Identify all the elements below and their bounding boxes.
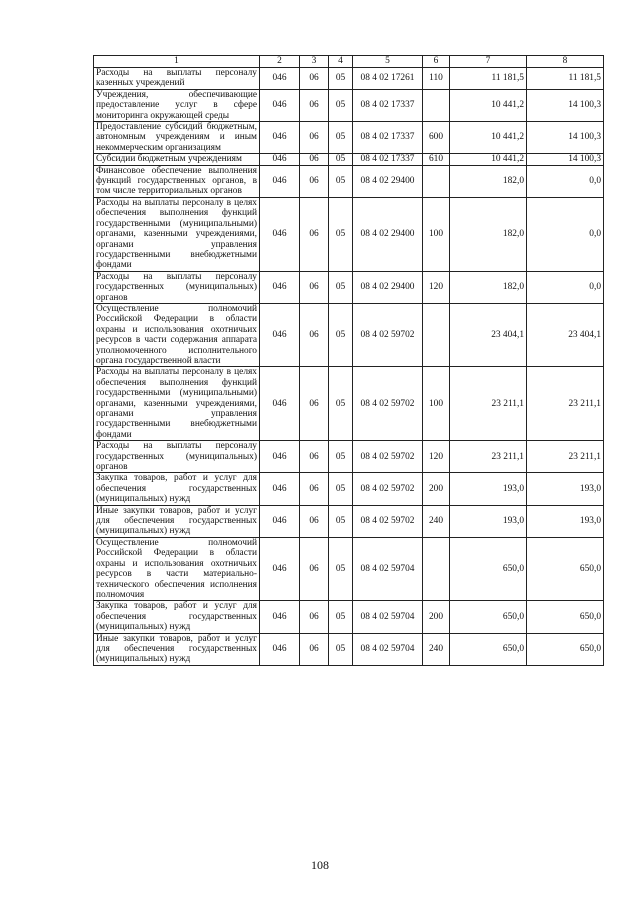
row-amount-1-cell: 10 441,2 (450, 89, 527, 121)
row-name-cell: Расходы на выплаты персоналу в целях обеспечения выполнения функций государственными (муниципальными) органами, казенными учреждениями, органами управления государственными внебюджетными фондами (94, 197, 260, 271)
row-name-cell: Иные закупки товаров, работ и услуг для обеспечения государственных (муниципальных) нужд (94, 505, 260, 537)
row-expense-type-cell (423, 89, 450, 121)
row-amount-1-cell: 650,0 (450, 537, 527, 600)
table-row (94, 367, 604, 441)
row-target-code-cell: 08 4 02 17261 (353, 68, 423, 90)
page-number: 108 (311, 858, 329, 872)
row-ministry-cell: 046 (260, 303, 300, 366)
row-subsection-cell: 05 (329, 197, 353, 271)
row-section-cell: 06 (300, 441, 329, 473)
row-section-cell: 06 (300, 197, 329, 271)
header-row (94, 56, 604, 68)
row-name-cell: Закупка товаров, работ и услуг для обеспечения государственных (муниципальных) нужд (94, 601, 260, 633)
row-amount-1-cell: 182,0 (450, 271, 527, 303)
row-name-cell: Расходы на выплаты персоналу государственных (муниципальных) органов (94, 271, 260, 303)
row-expense-type-cell: 100 (423, 197, 450, 271)
row-amount-1-cell: 23 211,1 (450, 367, 527, 441)
row-expense-type-cell: 100 (423, 367, 450, 441)
header-col-1: 1 (94, 56, 260, 68)
row-expense-type-cell: 110 (423, 68, 450, 90)
row-subsection-cell: 05 (329, 367, 353, 441)
row-expense-type-cell: 200 (423, 473, 450, 505)
row-ministry-cell: 046 (260, 154, 300, 165)
row-ministry-cell: 046 (260, 165, 300, 197)
header-col-8: 8 (527, 56, 604, 68)
row-expense-type-cell: 240 (423, 505, 450, 537)
row-section-cell: 06 (300, 154, 329, 165)
table-row (94, 154, 604, 165)
row-name-cell: Осуществление полномочий Российской Федерации в области охраны и использования охотничьих ресурсов в части содержания аппарата уполномоченного исполнительного органа государственной власти (94, 303, 260, 366)
row-section-cell: 06 (300, 271, 329, 303)
row-subsection-cell: 05 (329, 68, 353, 90)
row-subsection-cell: 05 (329, 303, 353, 366)
row-amount-2-cell: 193,0 (527, 473, 604, 505)
row-target-code-cell: 08 4 02 59704 (353, 601, 423, 633)
row-ministry-cell: 046 (260, 505, 300, 537)
row-amount-2-cell: 23 211,1 (527, 441, 604, 473)
row-amount-2-cell: 23 404,1 (527, 303, 604, 366)
row-subsection-cell: 05 (329, 505, 353, 537)
row-amount-1-cell: 10 441,2 (450, 154, 527, 165)
header-col-4: 4 (329, 56, 353, 68)
row-name-cell: Иные закупки товаров, работ и услуг для обеспечения государственных (муниципальных) нужд (94, 633, 260, 665)
row-section-cell: 06 (300, 165, 329, 197)
header-col-3: 3 (300, 56, 329, 68)
table-body (94, 68, 604, 666)
row-amount-2-cell: 193,0 (527, 505, 604, 537)
row-ministry-cell: 046 (260, 441, 300, 473)
row-subsection-cell: 05 (329, 473, 353, 505)
table-row (94, 505, 604, 537)
row-name-cell: Предоставление субсидий бюджетным, автономным учреждениям и иным некоммерческим организациям (94, 122, 260, 154)
table-row (94, 165, 604, 197)
row-ministry-cell: 046 (260, 197, 300, 271)
table-row (94, 537, 604, 600)
row-name-cell: Субсидии бюджетным учреждениям (94, 154, 260, 165)
row-amount-1-cell: 182,0 (450, 197, 527, 271)
row-amount-1-cell: 10 441,2 (450, 122, 527, 154)
row-subsection-cell: 05 (329, 271, 353, 303)
row-subsection-cell: 05 (329, 441, 353, 473)
row-amount-2-cell: 14 100,3 (527, 89, 604, 121)
table-row (94, 303, 604, 366)
row-target-code-cell: 08 4 02 59702 (353, 441, 423, 473)
row-subsection-cell: 05 (329, 89, 353, 121)
row-expense-type-cell: 200 (423, 601, 450, 633)
table-row (94, 89, 604, 121)
table-row (94, 197, 604, 271)
row-amount-1-cell: 193,0 (450, 505, 527, 537)
table-row (94, 633, 604, 665)
row-amount-2-cell: 0,0 (527, 197, 604, 271)
row-expense-type-cell (423, 537, 450, 600)
row-ministry-cell: 046 (260, 367, 300, 441)
row-subsection-cell: 05 (329, 633, 353, 665)
row-name-cell: Осуществление полномочий Российской Федерации в области охраны и использования охотничьих ресурсов в части материально-технического обеспечения исполнения полномочия (94, 537, 260, 600)
row-subsection-cell: 05 (329, 601, 353, 633)
row-section-cell: 06 (300, 89, 329, 121)
row-name-cell: Расходы на выплаты персоналу казенных учреждений (94, 68, 260, 90)
row-section-cell: 06 (300, 122, 329, 154)
header-col-6: 6 (423, 56, 450, 68)
row-expense-type-cell: 600 (423, 122, 450, 154)
row-section-cell: 06 (300, 537, 329, 600)
row-target-code-cell: 08 4 02 29400 (353, 165, 423, 197)
row-expense-type-cell: 240 (423, 633, 450, 665)
row-amount-2-cell: 650,0 (527, 601, 604, 633)
row-section-cell: 06 (300, 473, 329, 505)
budget-table (93, 55, 604, 666)
row-amount-2-cell: 0,0 (527, 271, 604, 303)
row-section-cell: 06 (300, 303, 329, 366)
row-amount-2-cell: 23 211,1 (527, 367, 604, 441)
table-row (94, 271, 604, 303)
row-target-code-cell: 08 4 02 17337 (353, 154, 423, 165)
row-subsection-cell: 05 (329, 154, 353, 165)
row-target-code-cell: 08 4 02 29400 (353, 197, 423, 271)
header-col-2: 2 (260, 56, 300, 68)
row-name-cell: Финансовое обеспечение выполнения функций государственных органов, в том числе территориальных органов (94, 165, 260, 197)
row-section-cell: 06 (300, 367, 329, 441)
row-expense-type-cell (423, 165, 450, 197)
row-subsection-cell: 05 (329, 122, 353, 154)
row-target-code-cell: 08 4 02 59704 (353, 537, 423, 600)
table-row (94, 122, 604, 154)
table-row (94, 441, 604, 473)
row-target-code-cell: 08 4 02 17337 (353, 89, 423, 121)
row-amount-1-cell: 23 404,1 (450, 303, 527, 366)
row-section-cell: 06 (300, 601, 329, 633)
row-ministry-cell: 046 (260, 68, 300, 90)
row-expense-type-cell (423, 303, 450, 366)
row-amount-1-cell: 23 211,1 (450, 441, 527, 473)
row-expense-type-cell: 120 (423, 441, 450, 473)
row-target-code-cell: 08 4 02 17337 (353, 122, 423, 154)
row-amount-1-cell: 650,0 (450, 601, 527, 633)
row-amount-1-cell: 182,0 (450, 165, 527, 197)
row-name-cell: Расходы на выплаты персоналу в целях обеспечения выполнения функций государственными (муниципальными) органами, казенными учреждениями, органами управления государственными внебюджетными фондами (94, 367, 260, 441)
table-row (94, 601, 604, 633)
row-section-cell: 06 (300, 633, 329, 665)
header-col-5: 5 (353, 56, 423, 68)
row-target-code-cell: 08 4 02 59702 (353, 505, 423, 537)
row-amount-2-cell: 650,0 (527, 537, 604, 600)
row-name-cell: Расходы на выплаты персоналу государственных (муниципальных) органов (94, 441, 260, 473)
row-amount-2-cell: 0,0 (527, 165, 604, 197)
row-amount-1-cell: 193,0 (450, 473, 527, 505)
header-col-7: 7 (450, 56, 527, 68)
row-ministry-cell: 046 (260, 633, 300, 665)
row-ministry-cell: 046 (260, 271, 300, 303)
row-name-cell: Учреждения, обеспечивающие предоставление услуг в сфере мониторинга окружающей среды (94, 89, 260, 121)
row-target-code-cell: 08 4 02 59702 (353, 367, 423, 441)
row-target-code-cell: 08 4 02 59702 (353, 473, 423, 505)
row-name-cell: Закупка товаров, работ и услуг для обеспечения государственных (муниципальных) нужд (94, 473, 260, 505)
row-ministry-cell: 046 (260, 473, 300, 505)
row-amount-1-cell: 11 181,5 (450, 68, 527, 90)
row-expense-type-cell: 610 (423, 154, 450, 165)
row-amount-1-cell: 650,0 (450, 633, 527, 665)
row-target-code-cell: 08 4 02 59704 (353, 633, 423, 665)
row-ministry-cell: 046 (260, 601, 300, 633)
row-ministry-cell: 046 (260, 537, 300, 600)
row-subsection-cell: 05 (329, 537, 353, 600)
row-target-code-cell: 08 4 02 29400 (353, 271, 423, 303)
row-subsection-cell: 05 (329, 165, 353, 197)
row-amount-2-cell: 11 181,5 (527, 68, 604, 90)
row-amount-2-cell: 14 100,3 (527, 122, 604, 154)
row-target-code-cell: 08 4 02 59702 (353, 303, 423, 366)
row-amount-2-cell: 650,0 (527, 633, 604, 665)
row-ministry-cell: 046 (260, 122, 300, 154)
row-ministry-cell: 046 (260, 89, 300, 121)
row-section-cell: 06 (300, 505, 329, 537)
table-row (94, 473, 604, 505)
table-row (94, 68, 604, 90)
row-amount-2-cell: 14 100,3 (527, 154, 604, 165)
row-section-cell: 06 (300, 68, 329, 90)
row-expense-type-cell: 120 (423, 271, 450, 303)
